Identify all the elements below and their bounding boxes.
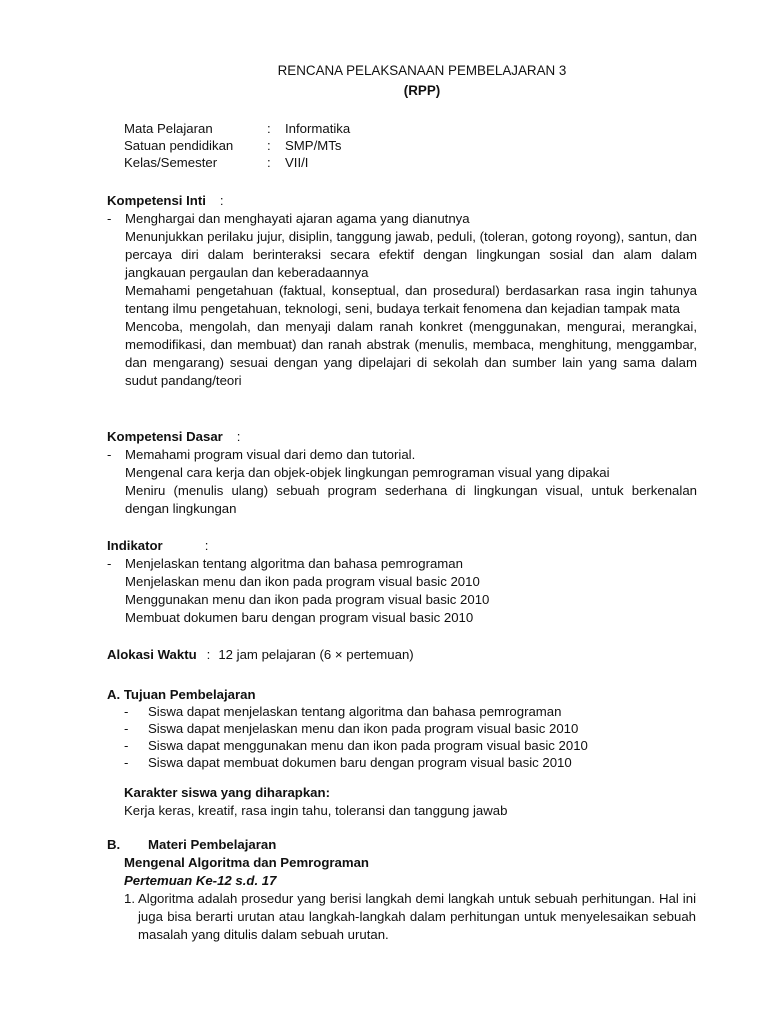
- alokasi-value: 12 jam pelajaran (6 × pertemuan): [218, 647, 414, 662]
- tujuan-list: [124, 703, 684, 771]
- dash-bullet: -: [124, 721, 129, 736]
- list-item-text: Siswa dapat membuat dokumen baru dengan program visual basic 2010: [148, 755, 572, 770]
- indikator-list: [107, 555, 697, 627]
- list-item: [107, 210, 697, 228]
- list-item-text: Menunjukkan perilaku jujur, disiplin, tanggung jawab, peduli, (toleran, gotong royong), santun, dan percaya diri dalam berinteraksi secara efektif dengan lingkungan sosial dan alam dalam jangkauan pergaulan dan keberadaannya: [125, 229, 697, 280]
- document-title: RENCANA PELAKSANAAN PEMBELAJARAN 3: [277, 63, 567, 78]
- list-item: [107, 446, 697, 464]
- heading-text: Kompetensi Inti: [107, 193, 206, 208]
- info-row: [124, 120, 350, 137]
- heading-separator: :: [219, 193, 224, 208]
- materi-list: [124, 890, 696, 944]
- info-value: VII/I: [285, 155, 309, 170]
- list-item: [107, 482, 697, 518]
- heading-separator: :: [206, 647, 211, 662]
- list-item-text: Mengenal cara kerja dan objek-objek lingkungan pemrograman visual yang dipakai: [125, 465, 610, 480]
- dash-bullet: -: [124, 704, 129, 719]
- heading-separator: :: [204, 538, 209, 553]
- list-item: [107, 573, 697, 591]
- materi-subheading: Mengenal Algoritma dan Pemrograman: [124, 855, 369, 870]
- karakter-heading: Karakter siswa yang diharapkan:: [124, 785, 330, 800]
- list-item-text: Meniru (menulis ulang) sebuah program sederhana di lingkungan visual, untuk berkenalan dengan lingkungan: [125, 483, 697, 516]
- list-item: [107, 591, 697, 609]
- dash-bullet: -: [107, 447, 112, 462]
- pertemuan-label: Pertemuan Ke-12 s.d. 17: [124, 873, 277, 888]
- info-row: [124, 137, 350, 154]
- list-item-text: Memahami program visual dari demo dan tutorial.: [125, 447, 416, 462]
- numbered-item: [124, 890, 696, 944]
- kompetensi-dasar-heading: [107, 428, 240, 446]
- heading-text: Alokasi Waktu: [107, 647, 197, 662]
- list-item-text: Mencoba, mengolah, dan menyaji dalam ranah konkret (menggunakan, mengurai, merangkai, memodifikasi, dan membuat) dan ranah abstrak (menulis, membaca, menghitung, menggambar, dan mengarang) sesuai dengan yang dipelajari di sekolah dan sumber lain yang sama dalam sudut pandang/teori: [125, 319, 697, 388]
- dash-bullet: -: [124, 755, 129, 770]
- kompetensi-dasar-list: [107, 446, 697, 518]
- kompetensi-inti-heading: [107, 192, 224, 210]
- list-item: [107, 555, 697, 573]
- list-item: [107, 282, 697, 318]
- info-key: Kelas/Semester: [124, 155, 218, 170]
- info-key: Satuan pendidikan: [124, 138, 234, 153]
- list-item-text: Menjelaskan menu dan ikon pada program visual basic 2010: [125, 574, 480, 589]
- heading-text: Kompetensi Dasar: [107, 429, 223, 444]
- list-item-text: Membuat dokumen baru dengan program visual basic 2010: [125, 610, 474, 625]
- section-number: B.: [107, 837, 121, 852]
- materi-heading: [107, 836, 276, 854]
- heading-text: Materi Pembelajaran: [148, 837, 277, 852]
- list-item: [107, 464, 697, 482]
- info-separator: :: [267, 138, 271, 153]
- list-item-text: Memahami pengetahuan (faktual, konseptual, dan prosedural) berdasarkan rasa ingin tahunya tentang ilmu pengetahuan, teknologi, seni, budaya terkait fenomena dan kejadian tampak mata: [125, 283, 697, 316]
- tujuan-heading: A. Tujuan Pembelajaran: [107, 687, 256, 702]
- dash-bullet: -: [124, 738, 129, 753]
- list-item: [124, 737, 684, 754]
- document-subtitle: (RPP): [403, 83, 441, 98]
- item-number: 1.: [124, 891, 135, 906]
- list-item: [107, 609, 697, 627]
- info-value: Informatika: [285, 121, 351, 136]
- list-item-text: Menghargai dan menghayati ajaran agama yang dianutnya: [125, 211, 470, 226]
- list-item-text: Siswa dapat menjelaskan tentang algoritma dan bahasa pemrograman: [148, 704, 562, 719]
- list-item-text: Siswa dapat menggunakan menu dan ikon pada program visual basic 2010: [148, 738, 588, 753]
- subject-info: [124, 120, 350, 171]
- info-separator: :: [267, 121, 271, 136]
- indikator-heading: [107, 537, 208, 555]
- list-item-text: Siswa dapat menjelaskan menu dan ikon pada program visual basic 2010: [148, 721, 579, 736]
- info-row: [124, 154, 350, 171]
- list-item: [107, 228, 697, 282]
- alokasi-waktu: [107, 646, 414, 664]
- dash-bullet: -: [107, 556, 112, 571]
- kompetensi-inti-list: [107, 210, 697, 390]
- heading-separator: :: [236, 429, 241, 444]
- karakter-text: Kerja keras, kreatif, rasa ingin tahu, toleransi dan tanggung jawab: [124, 803, 508, 818]
- list-item: [124, 720, 684, 737]
- list-item: [124, 703, 684, 720]
- list-item-text: Menggunakan menu dan ikon pada program visual basic 2010: [125, 592, 490, 607]
- list-item: [107, 318, 697, 390]
- info-key: Mata Pelajaran: [124, 121, 213, 136]
- list-item-text: Menjelaskan tentang algoritma dan bahasa pemrograman: [125, 556, 463, 571]
- numbered-item-text: Algoritma adalah prosedur yang berisi langkah demi langkah untuk sebuah perhitungan. Hal ini juga bisa berarti urutan atau langkah-langkah dalam perhitungan untuk menyelesaikan sebuah masalah yang ditulis dalam sebuah urutan.: [138, 891, 696, 942]
- karakter-section: [124, 784, 507, 820]
- list-item: [124, 754, 684, 771]
- info-separator: :: [267, 155, 271, 170]
- dash-bullet: -: [107, 211, 112, 226]
- heading-text: Indikator: [107, 538, 163, 553]
- info-value: SMP/MTs: [285, 138, 342, 153]
